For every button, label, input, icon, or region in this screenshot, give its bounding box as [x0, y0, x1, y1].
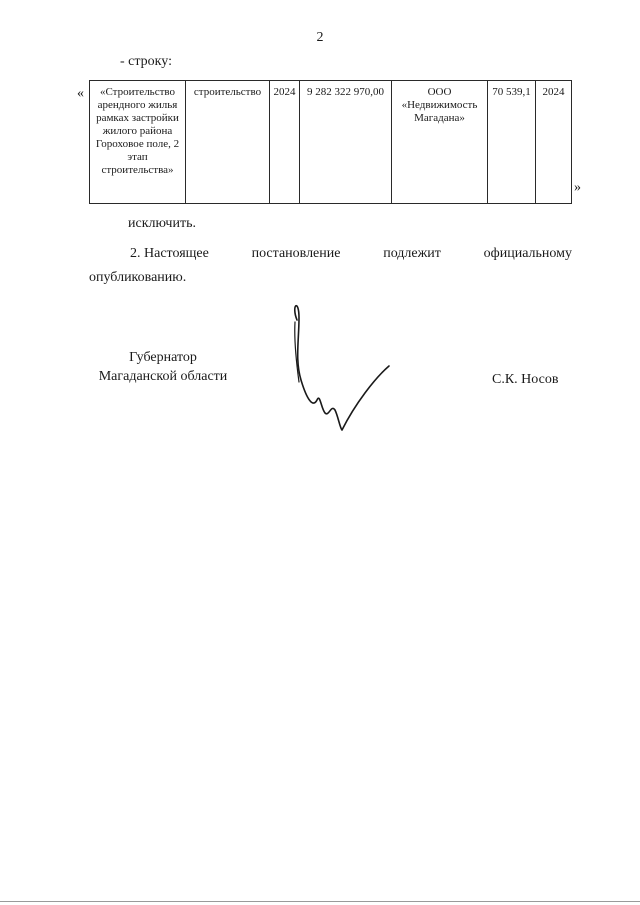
p2-word: постановление	[251, 246, 341, 261]
cell-company: ООО «Недвижимость Магадана»	[392, 81, 488, 204]
handwritten-signature	[285, 300, 400, 435]
closing-quote: »	[574, 180, 581, 195]
opening-quote: «	[77, 86, 84, 101]
intro-text: - строку:	[120, 54, 172, 69]
table-row	[90, 81, 572, 204]
signatory-title	[88, 348, 238, 386]
cell-year: 2024	[270, 81, 300, 204]
signatory-title-line1: Губернатор	[129, 350, 197, 365]
paragraph-2	[130, 246, 572, 262]
cell-object: «Строительство арендного жилья рамках застройки жилого района Гороховое поле, 2 этап строительства»	[90, 81, 186, 204]
cell-amount: 9 282 322 970,00	[300, 81, 392, 204]
page-number: 2	[316, 30, 324, 45]
cell-completion-year: 2024	[536, 81, 572, 204]
exclude-text: исключить.	[128, 216, 196, 231]
p2-word: подлежит	[383, 246, 441, 261]
p2-word: 2. Настоящее	[130, 246, 209, 261]
cell-type: строительство	[186, 81, 270, 204]
bottom-divider	[0, 901, 640, 902]
amendment-table	[89, 80, 572, 204]
cell-area: 70 539,1	[488, 81, 536, 204]
signatory-name: С.К. Носов	[492, 372, 559, 387]
paragraph-2-continuation: опубликованию.	[89, 270, 187, 285]
signatory-title-line2: Магаданской области	[98, 369, 228, 384]
p2-word: официальному	[483, 246, 572, 261]
